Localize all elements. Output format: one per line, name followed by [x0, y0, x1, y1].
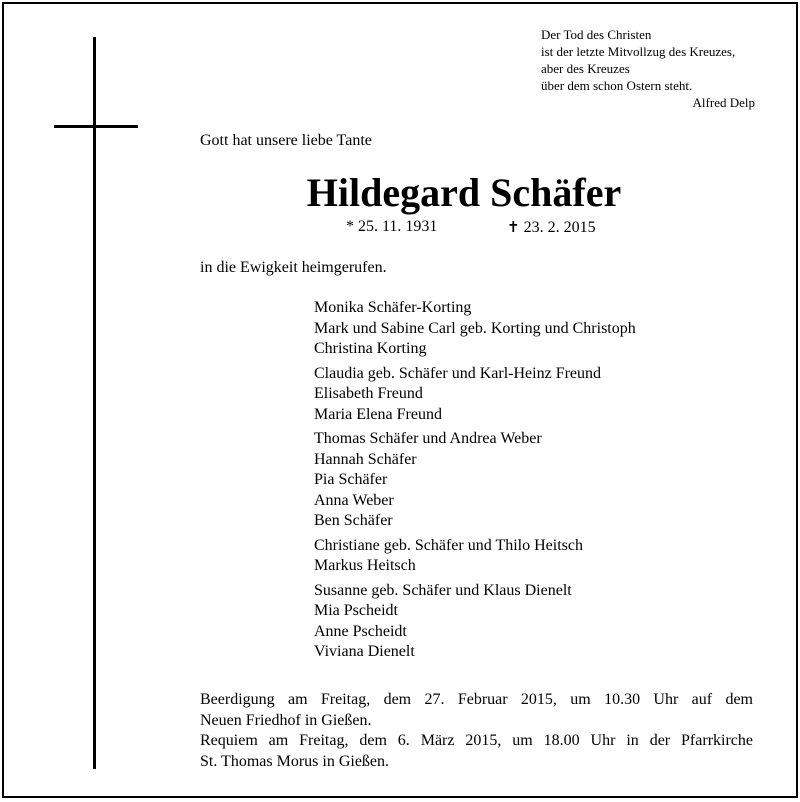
mourner-line: Markus Heitsch	[314, 557, 416, 574]
mourner-line: Anna Weber	[314, 491, 394, 509]
mourner-line: Mark und Sabine Carl geb. Korting und Christoph	[314, 319, 636, 337]
mourner-line: Susanne geb. Schäfer und Klaus Dienelt	[314, 581, 572, 599]
requiem-line: St. Thomas Morus in Gießen.	[200, 752, 390, 770]
mourner-line: Hannah Schäfer	[314, 450, 417, 468]
outro-text: in die Ewigkeit heimgerufen.	[200, 259, 387, 276]
mourner-group	[314, 364, 636, 426]
quote-block	[541, 26, 761, 111]
quote-line: über dem schon Ostern steht.	[541, 78, 693, 93]
death-date-block	[507, 218, 596, 237]
mourner-line: Anne Pscheidt	[314, 622, 407, 640]
mourner-line: Elisabeth Freund	[314, 385, 423, 402]
mourner-line: Christiane geb. Schäfer und Thilo Heitsch	[314, 536, 583, 554]
death-cross-icon: ✝	[507, 218, 520, 236]
mourner-line: Maria Elena Freund	[314, 405, 442, 423]
mourner-group	[314, 581, 636, 663]
mourner-line: Viviana Dienelt	[314, 643, 415, 660]
mourner-line: Christina Korting	[314, 340, 427, 357]
intro-text: Gott hat unsere liebe Tante	[200, 132, 372, 149]
deceased-name: Hildegard Schäfer	[306, 170, 622, 215]
funeral-details	[200, 690, 753, 772]
mourners-list	[314, 298, 636, 667]
burial-line: Neuen Friedhof in Gießen.	[200, 711, 372, 729]
requiem-line: Requiem am Freitag, dem 6. März 2015, um 18.00 Uhr in der Pfarrkirche	[200, 732, 753, 749]
death-date: 23. 2. 2015	[523, 219, 596, 236]
mourner-line: Thomas Schäfer und Andrea Weber	[314, 430, 542, 447]
mourner-line: Ben Schäfer	[314, 512, 393, 529]
mourner-line: Claudia geb. Schäfer und Karl-Heinz Freund	[314, 364, 602, 382]
birth-date: * 25. 11. 1931	[346, 218, 438, 235]
burial-line: Beerdigung am Freitag, dem 27. Februar 2015, um 10.30 Uhr auf dem	[200, 691, 753, 708]
quote-author: Alfred Delp	[692, 95, 755, 110]
mourner-line: Mia Pscheidt	[314, 602, 398, 619]
mourner-group	[314, 298, 636, 360]
quote-line: aber des Kreuzes	[541, 61, 630, 76]
quote-line: Der Tod des Christen	[541, 27, 652, 42]
obituary-notice	[2, 2, 798, 798]
quote-line: ist der letzte Mitvollzug des Kreuzes,	[541, 44, 736, 59]
mourner-group	[314, 536, 636, 577]
mourner-group	[314, 429, 636, 532]
mourner-line: Pia Schäfer	[314, 471, 388, 488]
cross-bar-icon	[54, 125, 138, 128]
mourner-line: Monika Schäfer-Korting	[314, 299, 472, 316]
cross-icon	[93, 37, 96, 769]
